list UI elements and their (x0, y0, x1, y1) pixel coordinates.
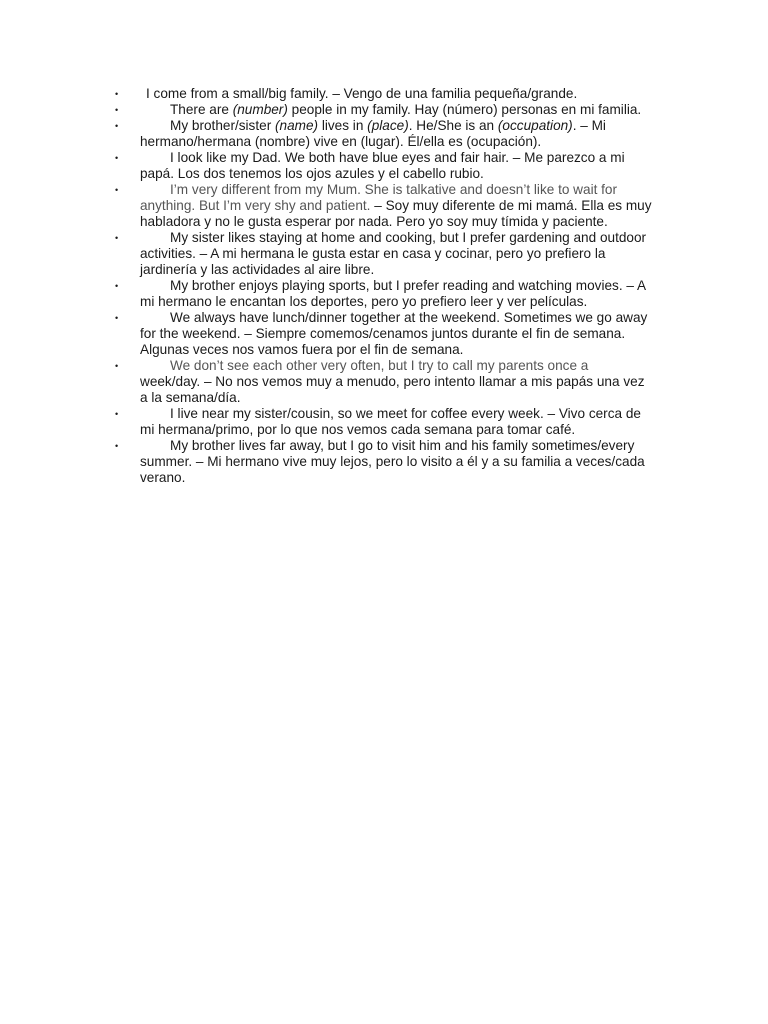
list-item-text: week/day. – No nos vemos muy a menudo, pero intento llamar a mis papás una vez a la semana/día. (140, 374, 645, 405)
list-item-text: (number) (232, 102, 288, 117)
bullet-icon: • (115, 281, 119, 291)
list-item-text: (occupation) (497, 118, 573, 133)
list-item-text: lives in (318, 118, 368, 133)
bullet-icon: • (115, 105, 119, 115)
list-item-text: My brother/sister (170, 118, 275, 133)
bullet-icon: • (115, 361, 119, 371)
list-item (112, 182, 652, 230)
list-item-text: (name) (275, 118, 319, 133)
list-item (112, 150, 652, 182)
list-item (112, 438, 652, 486)
list-item (112, 406, 652, 438)
list-item-text: There are (170, 102, 233, 117)
list-item (112, 118, 652, 150)
list-item (112, 310, 652, 358)
list-item (112, 230, 652, 278)
list-item (112, 358, 652, 406)
list-item (112, 86, 652, 102)
list-item-text: – Soy muy diferente de mi mamá. Ella es muy habladora y no le gusta esperar por nada. Pero yo soy muy tímida y paciente. (140, 198, 652, 229)
list-item-text: I live near my sister/cousin, so we meet for coffee every week. – Vivo cerca de mi hermana/primo, por lo que nos vemos cada semana para tomar café. (140, 406, 641, 437)
bullet-icon: • (115, 185, 119, 195)
bullet-icon: • (115, 89, 119, 99)
list-item-text: We don’t see each other very often, but I try to call my parents once a (170, 358, 589, 373)
list-item-text: I look like my Dad. We both have blue eyes and fair hair. – Me parezco a mi papá. Los dos tenemos los ojos azules y el cabello rubio. (140, 150, 625, 181)
list-item-text: We always have lunch/dinner together at the weekend. Sometimes we go away for the weekend. – Siempre comemos/cenamos juntos durante el fin de semana. Algunas veces nos vamos fuera por el fin de semana. (140, 310, 648, 357)
bullet-icon: • (115, 233, 119, 243)
list-item (112, 278, 652, 310)
list-item-text: My sister likes staying at home and cooking, but I prefer gardening and outdoor activities. – A mi hermana le gusta estar en casa y cocinar, pero yo prefiero la jardinería y las actividades al aire libre. (140, 230, 647, 277)
list-item-text: I come from a small/big family. – Vengo de una familia pequeña/grande. (146, 86, 578, 101)
bullet-icon: • (115, 441, 119, 451)
list-item-text: (place) (367, 118, 409, 133)
list-item-text: My brother enjoys playing sports, but I prefer reading and watching movies. – A mi hermano le encantan los deportes, pero yo prefiero leer y ver películas. (140, 278, 646, 309)
bullet-icon: • (115, 313, 119, 323)
bullet-icon: • (115, 409, 119, 419)
list-item-text: My brother lives far away, but I go to visit him and his family sometimes/every summer. – Mi hermano vive muy lejos, pero lo visito a él y a su familia a veces/cada verano. (140, 438, 645, 485)
bullet-icon: • (115, 121, 119, 131)
list-item-text: . He/She is an (408, 118, 498, 133)
list-item-text: I’m very different from my Mum. She is talkative and doesn’t like to wait for anything. But I’m very shy and patient. (140, 182, 618, 213)
list-item-text: . – Mi hermano/hermana (nombre) vive en (lugar). Él/ella es (ocupación). (140, 118, 606, 149)
list-item-text: people in my family. Hay (número) personas en mi familia. (287, 102, 642, 117)
list-item (112, 102, 652, 118)
phrase-list (112, 86, 652, 486)
bullet-icon: • (115, 153, 119, 163)
